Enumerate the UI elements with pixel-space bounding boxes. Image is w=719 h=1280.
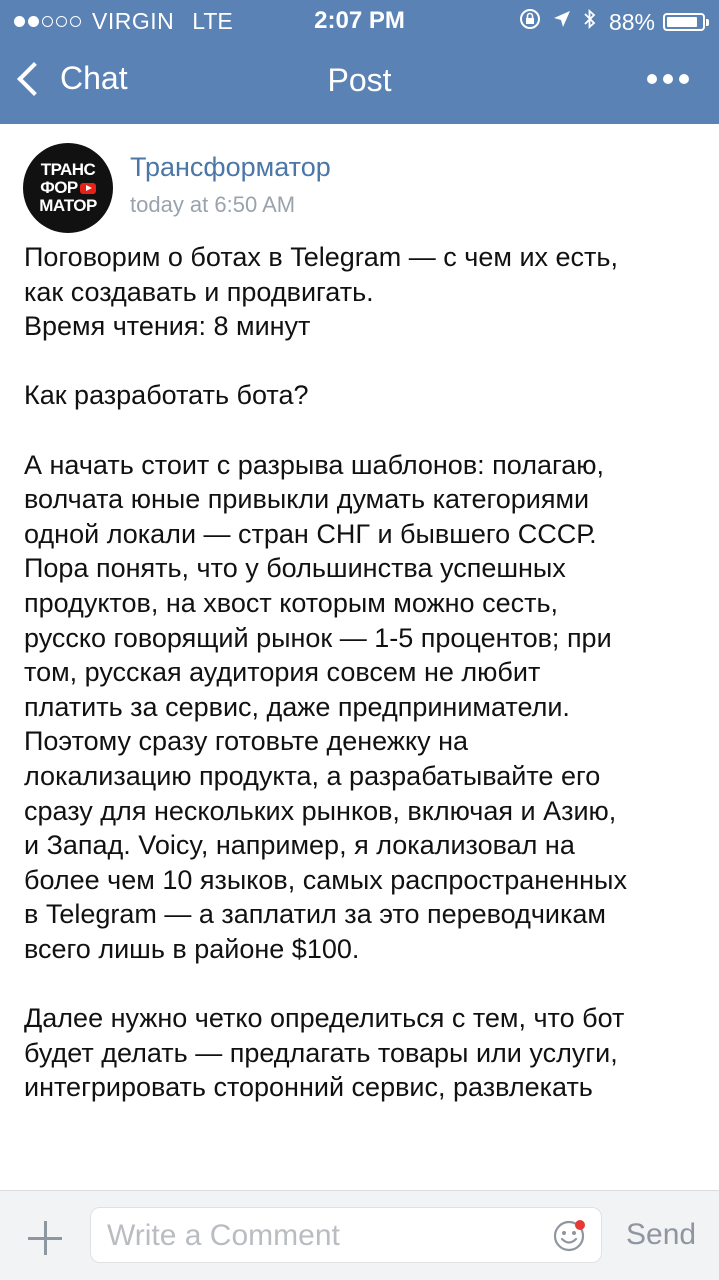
battery-icon xyxy=(663,13,705,31)
post-paragraph: Далее нужно четко определиться с тем, что бот будет делать — предлагать товары или услуги, интегрировать сторонний сервис, развлекать xyxy=(24,1003,625,1103)
post-body xyxy=(24,240,704,1105)
comment-input-box xyxy=(90,1207,602,1263)
location-arrow-icon xyxy=(553,10,571,34)
send-button[interactable]: Send xyxy=(626,1218,697,1251)
post-paragraph: Как разработать бота? xyxy=(24,380,309,411)
avatar-text-line1: ТРАНС xyxy=(40,160,96,179)
bluetooth-icon xyxy=(583,8,597,36)
status-bar xyxy=(0,0,719,40)
carrier-label: VIRGIN xyxy=(92,8,175,34)
status-right xyxy=(519,8,705,36)
avatar-text-line3: МАТОР xyxy=(39,196,97,215)
attach-plus-icon[interactable] xyxy=(28,1221,62,1255)
post-paragraph: Поговорим о ботах в Telegram — с чем их есть, как создавать и продвигать. Время чтения: 8 минут xyxy=(24,242,618,342)
emoji-icon[interactable] xyxy=(553,1218,587,1252)
orientation-lock-icon xyxy=(519,8,541,36)
post-paragraph: А начать стоит с разрыва шаблонов: полагаю, волчата юные привыкли думать категориями одной локали — стран СНГ и бывшего СССР. Пора понять, что у большинства успешных продуктов, на хвост которым можно сесть, русско говорящий рынок — 1-5 процентов; при том, русская аудитория совсем не любит платить за сервис, даже предприниматели. Поэтому сразу готовьте денежку на локализацию продукта, а разрабатывайте его сразу для нескольких рынков, включая и Азию, и Запад. Voicy, например, я локализовал на более чем 10 языков, самых распространенных в Telegram — а заплатил за это переводчикам всего лишь в районе $100. xyxy=(24,449,627,964)
comment-composer xyxy=(0,1190,719,1280)
page-title: Post xyxy=(327,62,392,98)
author-name[interactable]: Трансформатор xyxy=(130,152,331,182)
clock: 2:07 PM xyxy=(314,7,405,34)
nav-bar xyxy=(0,40,719,124)
post-timestamp: today at 6:50 AM xyxy=(130,192,296,217)
more-dots-icon[interactable] xyxy=(641,74,689,84)
comment-input[interactable] xyxy=(105,1216,549,1256)
avatar[interactable] xyxy=(23,143,113,233)
avatar-row xyxy=(40,179,96,197)
youtube-play-icon xyxy=(80,183,96,194)
back-label: Chat xyxy=(60,60,128,96)
battery-level xyxy=(667,17,697,27)
battery-percent: 88% xyxy=(608,8,655,35)
post xyxy=(0,124,719,1190)
avatar-text-line2: ФОР xyxy=(40,178,78,197)
network-label: LTE xyxy=(192,8,233,34)
